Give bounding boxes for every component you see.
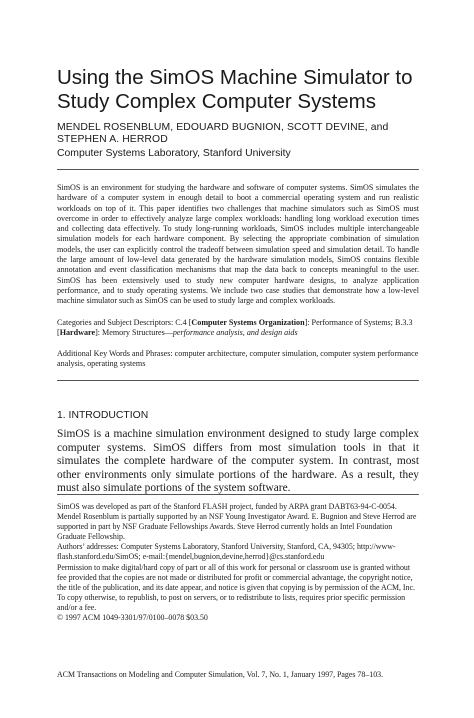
categories-b33-rest: ]: Memory Structures— [95, 328, 173, 338]
categories-descriptors [57, 318, 419, 339]
copyright-line: © 1997 ACM 1049-3301/97/0100–0078 $03.50 [57, 613, 208, 623]
categories-prefix: Categories and Subject Descriptors: C.4 [ [57, 318, 192, 327]
intro-paragraph: SimOS is a machine simulation environment designed to study large complex computer systems. SimOS differs from most simulation tools in that it simulates the complete hardware of the computer system. In contrast, most other environments only simulate portions of the hardware. As a result, they must also simulate portions of the system software. [57, 428, 419, 495]
title-line-2: Study Complex Computer Systems [57, 90, 377, 113]
journal-citation: ACM Transactions on Modeling and Computer Simulation, Vol. 7, No. 1, January 1997, Pages 78–103. [57, 670, 384, 679]
authors-line-2: STEPHEN A. HERROD [57, 134, 168, 145]
categories-b33-italic: performance analysis, and design aids [172, 328, 298, 338]
footnote-divider [57, 494, 419, 495]
affiliation: Computer Systems Laboratory, Stanford University [57, 148, 291, 159]
paper-title [57, 66, 437, 114]
footnotes [57, 502, 419, 623]
categories-b33: Hardware [59, 328, 96, 338]
abstract: SimOS is an environment for studying the hardware and software of computer systems. SimOS simulates the hardware of a computer system in enough detail to boot a commercial operating system and run realistic workloads on top of it. This paper identifies two challenges that machine simulators such as SimOS must overcome in order to effectively analyze large complex workloads: handling long workload execution times and collecting data effectively. To study long-running workloads, SimOS includes multiple interchangeable simulation models for each hardware component. By selecting the appropriate combination of simulation models, the user can explicitly control the tradeoff between simulation speed and simulation detail. To handle the large amount of low-level data generated by the hardware simulation models, SimOS contains flexible annotation and event classification mechanisms that map the data back to concepts meaningful to the user. SimOS has been extensively used to study new computer hardware designs, to analyze application performance, and to study operating systems. We include two case studies that demonstrate how a low-level machine simulator such as SimOS can be used to study large and complex workloads. [57, 183, 419, 306]
author-list [57, 122, 437, 146]
footnote-funding: SimOS was developed as part of the Stanford FLASH project, funded by ARPA grant DABT63-94-C-0054. Mendel Rosenblum is partially supported by an NSF Young Investigator Award. E. Bugnion and Steve Herrod are supported in part by NSF Graduate Fellowships Awards. Steve Herrod currently holds an Intel Foundation Graduate Fellowship. [57, 502, 417, 542]
keywords: Additional Key Words and Phrases: computer architecture, computer simulation, computer system performance analysis, operating systems [57, 349, 419, 369]
footnote-address: Authors’ addresses: Computer Systems Laboratory, Stanford University, Stanford, CA, 94305; http://www-flash.stanford.edu/SimOS; e-mail:{mendel,bugnion,devine,herrod}@cs.stanford.edu [57, 542, 396, 562]
section-heading: 1. INTRODUCTION [57, 410, 149, 421]
footnote-permission: Permission to make digital/hard copy of part or all of this work for personal or classroom use is granted without fee provided that the copies are not made or distributed for profit or commercial advantage, the copyright notice, the title of the publication, and its date appear, and notice is given that copying is by permission of the ACM, Inc. To copy otherwise, to republish, to post on servers, or to redistribute to lists, requires prior specific permission and/or a fee. [57, 562, 415, 612]
categories-c4: Computer Systems Organization [191, 318, 305, 327]
categories-c4-rest: ]: Performance of Systems; B.3.3 [ [57, 318, 413, 338]
authors-line-1: MENDEL ROSENBLUM, EDOUARD BUGNION, SCOTT DEVINE, and [57, 122, 389, 133]
title-line-1: Using the SimOS Machine Simulator to [57, 66, 413, 89]
abstract-divider [57, 380, 419, 381]
top-divider [57, 169, 419, 170]
